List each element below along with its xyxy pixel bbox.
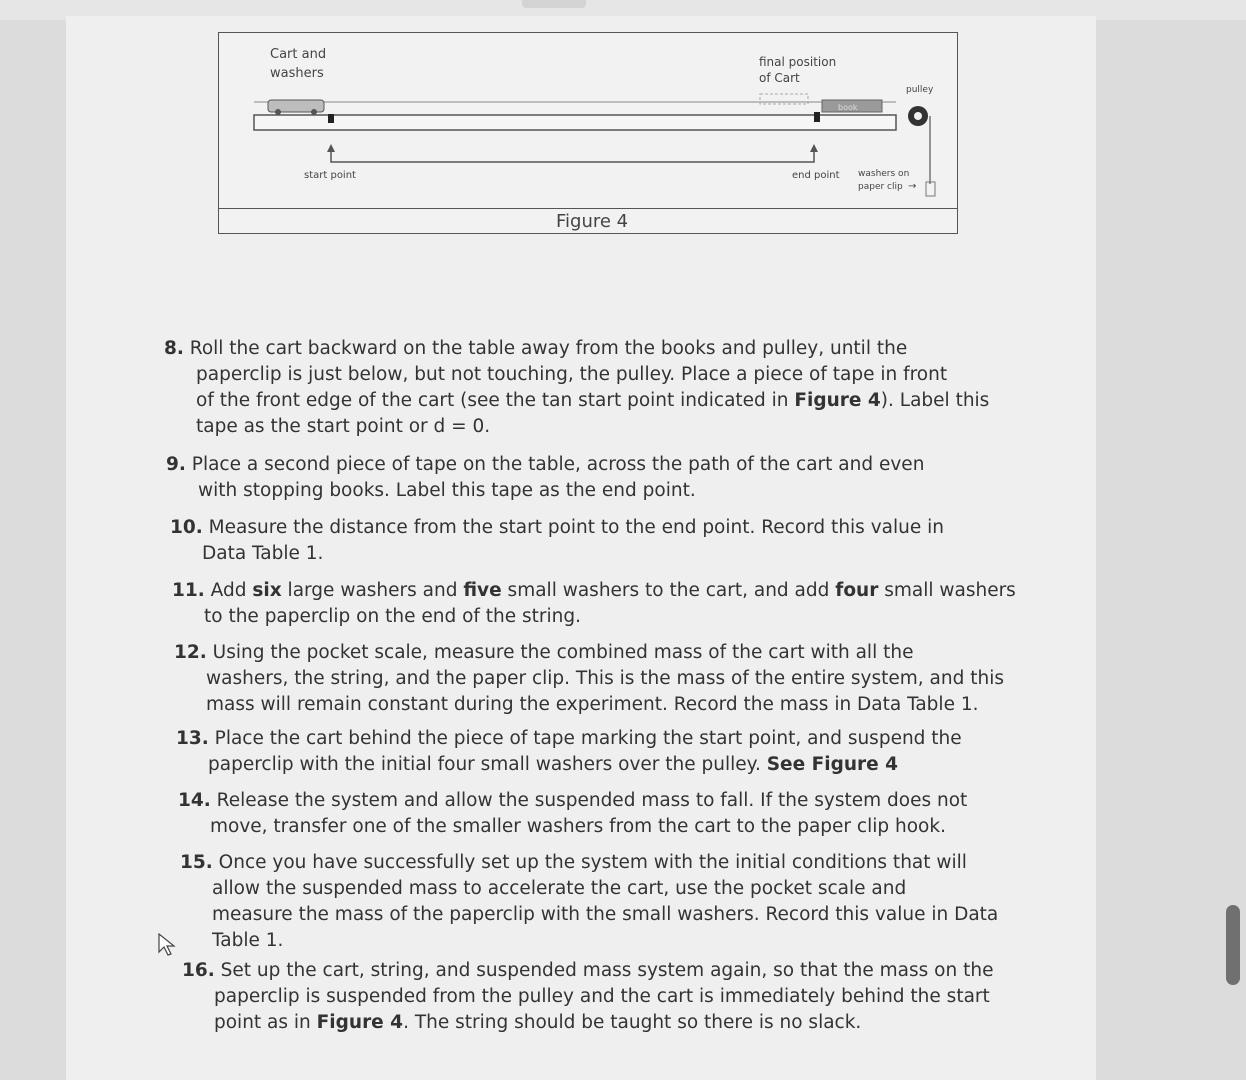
- label-washers-on: washers on: [858, 169, 910, 179]
- label-paper-clip: paper clip: [858, 182, 903, 192]
- label-washers: washers: [270, 66, 324, 81]
- step-11: 11. Add six large washers and five small washers to the cart, and add four small washers to the paperclip on the end of the string.: [172, 580, 1016, 627]
- step-16: 16. Set up the cart, string, and suspended mass system again, so that the mass on the paperclip is suspended from the pulley and the cart is immediately behind the start point as in Figure 4. The string should be taught so there is no slack.: [182, 960, 994, 1033]
- step-15: 15. Once you have successfully set up the system with the initial conditions that will allow the suspended mass to accelerate the cart, use the pocket scale and measure the mass of the paperclip with the small washers. Record this value in Data Table 1.: [180, 852, 999, 951]
- vertical-scrollbar[interactable]: [1226, 905, 1240, 985]
- step-12: 12. Using the pocket scale, measure the combined mass of the cart with all the washers, the string, and the paper clip. This is the mass of the entire system, and this mass will remain constant during the experiment. Record the mass in Data Table 1.: [174, 642, 1005, 715]
- mouse-pointer-icon: [158, 933, 176, 957]
- figure-caption: Figure 4: [556, 211, 629, 232]
- step-10: 10. Measure the distance from the start point to the end point. Record this value in Data Table 1.: [170, 517, 944, 564]
- label-end-point: end point: [792, 170, 840, 181]
- step-14: 14. Release the system and allow the suspended mass to fall. If the system does not move, transfer one of the smaller washers from the cart to the paper clip hook.: [178, 790, 968, 837]
- svg-text:→: →: [908, 181, 917, 192]
- step-8: 8. Roll the cart backward on the table away from the books and pulley, until the paperclip is just below, but not touching, the pulley. Place a piece of tape in front of the front edge of the cart (see the tan start point indicated in Figure 4). Label this tape as the start point or d = 0.: [164, 338, 990, 437]
- step-13: 13. Place the cart behind the piece of tape marking the start point, and suspend the paperclip with the initial four small washers over the pulley. See Figure 4: [176, 728, 962, 775]
- label-cart-and: Cart and: [270, 47, 327, 62]
- label-of-cart: of Cart: [759, 71, 800, 85]
- book-label: book: [838, 103, 858, 112]
- label-pulley: pulley: [906, 85, 934, 95]
- label-start-point: start point: [304, 170, 356, 181]
- step-9: 9. Place a second piece of tape on the table, across the path of the cart and even with stopping books. Label this tape as the end point.: [166, 454, 925, 501]
- label-final-position: final position: [759, 55, 837, 69]
